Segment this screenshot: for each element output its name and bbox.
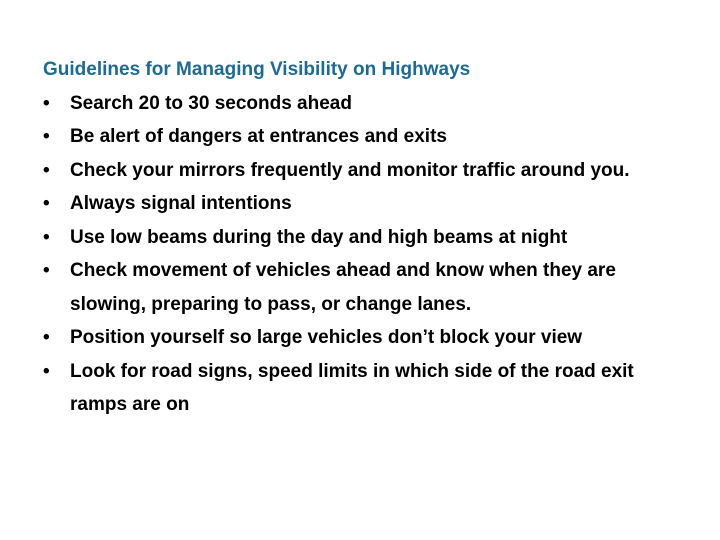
- bullet-item: [43, 187, 693, 221]
- bullet-icon: •: [43, 360, 50, 382]
- bullet-list: [43, 87, 693, 422]
- slide-title: Guidelines for Managing Visibility on Highways: [43, 59, 471, 80]
- slide-content: [43, 53, 693, 422]
- bullet-text: Be alert of dangers at entrances and exits: [70, 126, 447, 147]
- bullet-text: Search 20 to 30 seconds ahead: [70, 92, 352, 114]
- bullet-text: Check movement of vehicles ahead and know when they are slowing, preparing to pass, or change lanes.: [70, 260, 616, 315]
- bullet-icon: •: [43, 327, 50, 348]
- bullet-text: Always signal intentions: [70, 193, 292, 214]
- bullet-icon: •: [43, 159, 50, 181]
- bullet-item: [43, 221, 693, 255]
- bullet-item: [43, 120, 693, 154]
- bullet-item: [43, 355, 693, 422]
- bullet-icon: •: [43, 92, 50, 114]
- bullet-icon: •: [43, 126, 50, 147]
- bullet-text: Check your mirrors frequently and monitor traffic around you.: [70, 159, 630, 181]
- bullet-text: Use low beams during the day and high beams at night: [70, 226, 568, 248]
- bullet-item: [43, 154, 693, 188]
- bullet-icon: •: [43, 226, 50, 248]
- bullet-text: Look for road signs, speed limits in which side of the road exit ramps are on: [70, 360, 634, 415]
- bullet-item: [43, 87, 693, 121]
- bullet-item: [43, 254, 693, 321]
- bullet-item: [43, 321, 693, 355]
- bullet-icon: •: [43, 193, 50, 214]
- bullet-text: Position yourself so large vehicles don’t block your view: [70, 327, 583, 348]
- bullet-icon: •: [43, 260, 50, 281]
